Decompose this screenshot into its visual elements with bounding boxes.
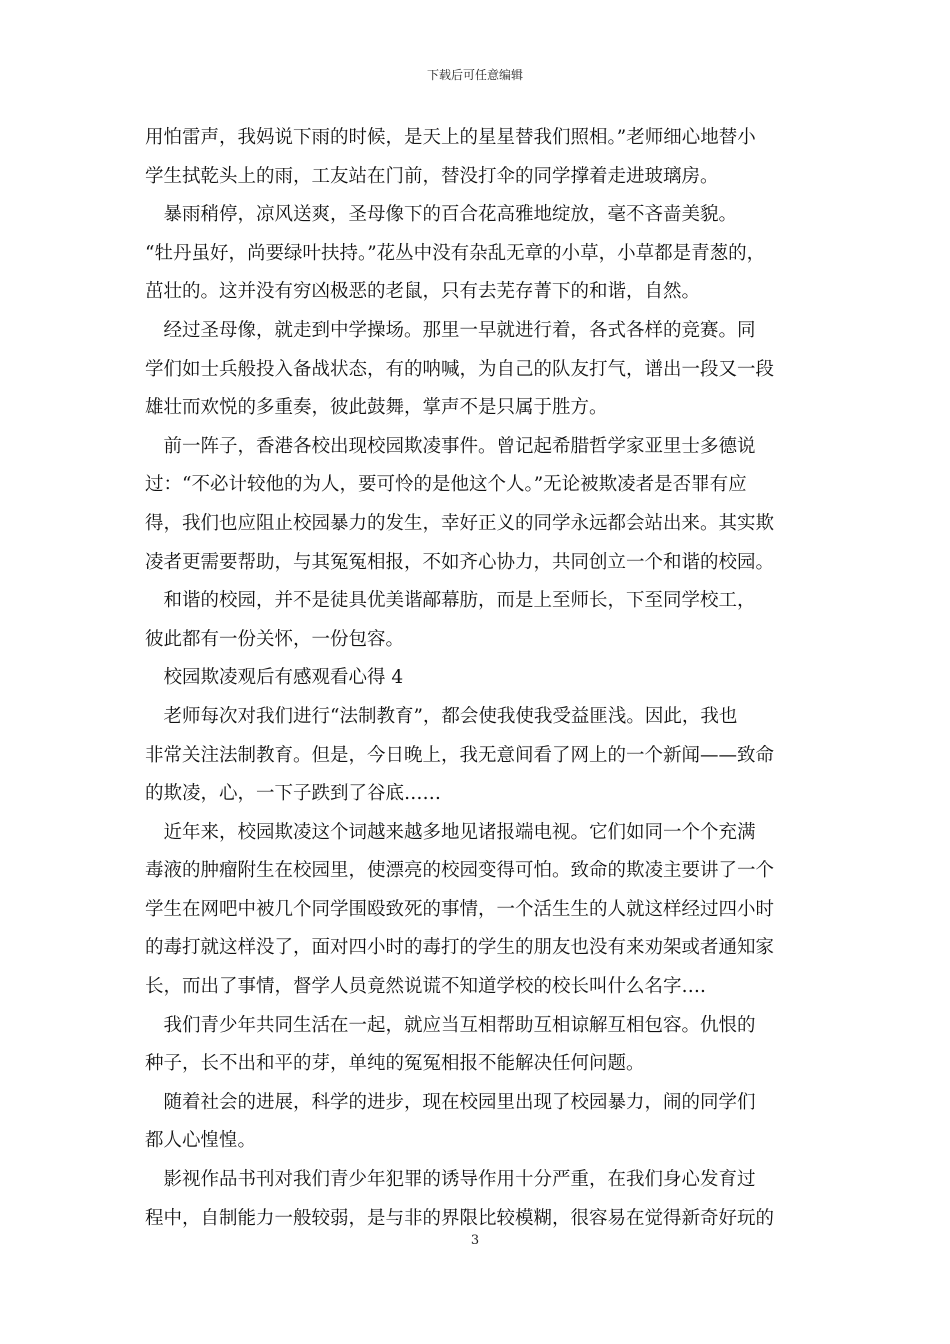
- text-line: 凌者更需要帮助，与其冤冤相报，不如齐心协力，共同创立一个和谐的校园。: [145, 551, 775, 573]
- text-line: 彼此都有一份关怀，一份包容。: [145, 628, 405, 650]
- text-line: 种子，长不出和平的芽，单纯的冤冤相报不能解决任何问题。: [145, 1053, 645, 1075]
- text-line: 随着社会的进展，科学的进步，现在校园里出现了校园暴力，闹的同学们: [145, 1091, 756, 1113]
- text-line: 学生在网吧中被几个同学围殴致死的事情，一个活生生的人就这样经过四小时: [145, 898, 775, 920]
- text-line: 用怕雷声，我妈说下雨的时候，是天上的星星替我们照相。”老师细心地替小: [145, 127, 756, 148]
- text-line: 茁壮的。这并没有穷凶极恶的老鼠，只有去芜存菁下的和谐，自然。: [145, 281, 701, 303]
- text-line: 得，我们也应阻止校园暴力的发生，幸好正义的同学永远都会站出来。其实欺: [145, 512, 775, 534]
- text-line: 毒液的肿瘤附生在校园里，使漂亮的校园变得可怕。致命的欺凌主要讲了一个: [145, 860, 775, 882]
- text-line: 学们如士兵般投入备战状态，有的呐喊，为自己的队友打气，谱出一段又一段: [145, 358, 775, 380]
- text-line: 前一阵子，香港各校出现校园欺凌事件。曾记起希腊哲学家亚里士多德说: [145, 435, 756, 457]
- text-line: 影视作品书刊对我们青少年犯罪的诱导作用十分严重，在我们身心发育过: [145, 1169, 756, 1191]
- text-line: 非常关注法制教育。但是，今日晚上，我无意间看了网上的一个新闻——致命: [145, 744, 775, 766]
- text-line: 的欺凌，心，一下子跌到了谷底……: [145, 783, 442, 805]
- text-line: 老师每次对我们进行“法制教育”，都会使我使我受益匪浅。因此，我也: [145, 705, 738, 727]
- section-heading: 校园欺凌观后有感观看心得 4: [145, 667, 404, 689]
- body-text: [145, 119, 815, 1238]
- page-header: 下载后可任意编辑: [426, 68, 523, 82]
- text-line: 我们青少年共同生活在一起，就应当互相帮助互相谅解互相包容。仇恨的: [145, 1014, 756, 1036]
- text-line: 学生拭乾头上的雨，工友站在门前，替没打伞的同学撑着走进玻璃房。: [145, 165, 719, 187]
- text-line: 暴雨稍停，凉风送爽，圣母像下的百合花高雅地绽放，毫不吝啬美貌。: [145, 204, 738, 226]
- text-line: 都人心惶惶。: [145, 1130, 257, 1152]
- text-line: 经过圣母像，就走到中学操场。那里一早就进行着，各式各样的竞赛。同: [145, 319, 756, 341]
- text-line: 的毒打就这样没了，面对四小时的毒打的学生的朋友也没有来劝架或者通知家: [145, 937, 775, 959]
- text-line: 程中，自制能力一般较弱，是与非的界限比较模糊，很容易在觉得新奇好玩的: [145, 1207, 775, 1229]
- text-line: 雄壮而欢悦的多重奏，彼此鼓舞，掌声不是只属于胜方。: [145, 397, 608, 419]
- text-line: 长，而出了事情，督学人员竟然说谎不知道学校的校长叫什么名字….: [145, 976, 706, 998]
- text-line: 和谐的校园，并不是徒具优美谐鄗幕肪，而是上至师长，下至同学校工，: [145, 590, 756, 612]
- text-line: “牡丹虽好，尚要绿叶扶持。”花丛中没有杂乱无章的小草，小草都是青葱的，: [145, 242, 766, 264]
- text-line: 过：“不必计较他的为人，要可怜的是他这个人。”无论被欺凌者是否罪有应: [145, 474, 747, 496]
- text-line: 近年来，校园欺凌这个词越来越多地见诸报端电视。它们如同一个个充满: [145, 821, 756, 843]
- page-number: 3: [470, 1233, 480, 1248]
